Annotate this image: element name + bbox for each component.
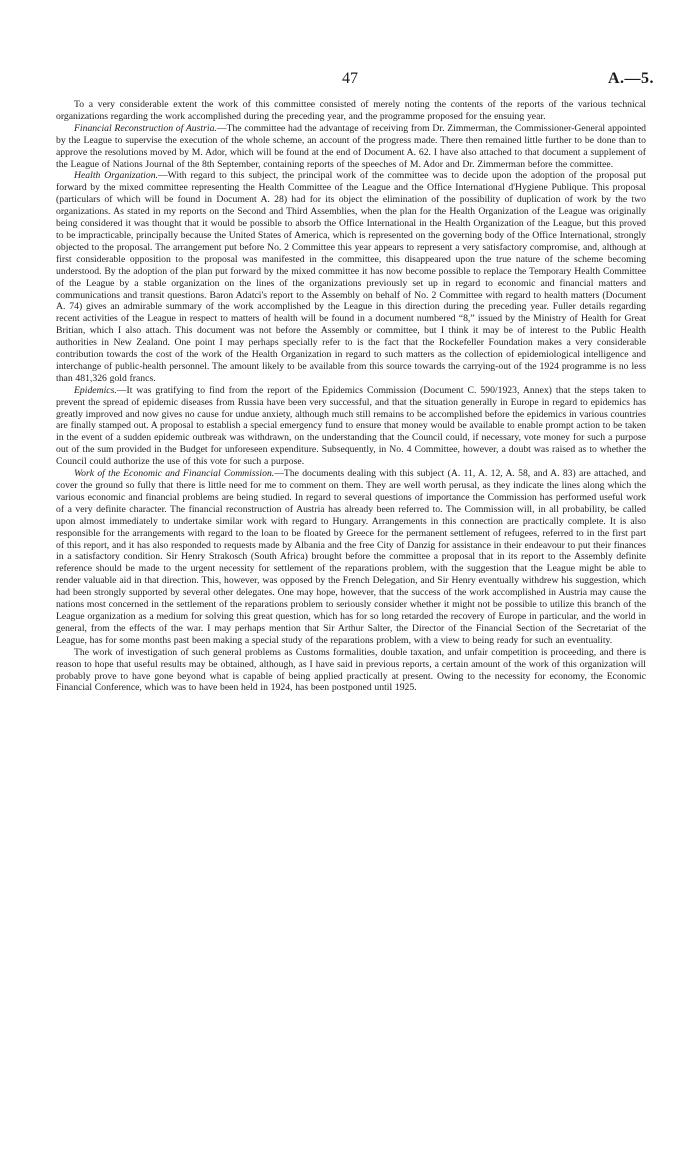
section-heading: Epidemics. — [74, 384, 117, 396]
paragraph-text: —The committee had the advantage of receiving from Dr. Zimmerman, the Commissioner-General appointed by the League to supervise the execution of the whole scheme, an account of the progress made. There then remained little further to be done than to approve the resolutions moved by M. Ador, which will be found at the end of Document A. 62. I have also attached to that document a supplement of the League of Nations Journal of the 8th September, containing reports of the speeches of M. Ador and Dr. Zimmerman before the committee. — [56, 122, 646, 170]
paragraph-text: The work of investigation of such general problems as Customs formalities, double taxation, and unfair competition is proceeding, and there is reason to hope that useful results may be obtained, although, as I have said in previous reports, a certain amount of the work of this organization will probably prove to have gone beyond what is capable of being applied practically at present. Owing to the necessity for economy, the Economic Financial Conference, which was to have been held in 1924, has been postponed until 1925. — [56, 646, 646, 694]
document-reference: A.—5. — [607, 70, 654, 87]
paragraph-epidemics — [56, 385, 646, 468]
paragraph-text: To a very considerable extent the work of this committee consisted of merely noting the contents of the reports of the various technical organizations regarding the work accomplished during the preceding year, and the programme proposed for the ensuing year. — [56, 99, 646, 122]
section-heading: Work of the Economic and Financial Commission. — [74, 468, 275, 480]
paragraph-general-problems — [56, 647, 646, 695]
body-text — [56, 99, 646, 694]
paragraph-health-organization — [56, 170, 646, 384]
paragraph-economic-financial-commission — [56, 468, 646, 647]
paragraph-intro — [56, 99, 646, 123]
page-number: 47 — [342, 70, 358, 87]
paragraph-text: —With regard to this subject, the principal work of the committee was to decide upon the adoption of the proposal put forward by the mixed committee representing the Health Committee of the League and the Office International d'Hygiene Publique. This proposal (particulars of which will be found in Document A. 28) had for its object the elimination of the possibility of duplication of work by the two organizations. As stated in my reports on the Second and Third Assemblies, when the plan for the Health Organization of the League was originally being considered it was thought that it would be possible to absorb the Office International in the Health Organization of the League, but this proved to be impracticable, principally because the United States of America, which is represented on the governing body of the Office International, strongly objected to the proposal. The arrangement put before No. 2 Committee this year appears to represent a very satisfactory compromise, and, although at first considerable opposition to the proposal was manifested in the committee, this disappeared upon the true nature of the scheme becoming understood. By the adoption of the plan put forward by the mixed committee it has now become possible to replace the Temporary Health Committee of the League by a stable organization on the lines of the organizations previously set up in regard to economic and financial matters and communications and transit questions. Baron Adatci's report to the Assembly on behalf of No. 2 Committee with regard to health matters (Document A. 74) gives an admirable summary of the work accomplished by the League in this direction during the preceding year. Fuller details regarding recent activities of the League in respect to matters of health will be found in a document numbered “8,” issued by the Ministry of Health for Great Britian, which I also attach. This document was not before the Assembly or committee, but I think it may be of interest to the Public Health authorities in New Zealand. One point I may perhaps specially refer to is the fact that the Rockefeller Foundation makes a very considerable contribution towards the cost of the work of the Health Organization in regard to such matters as the collection of epidemiological intelligence and interchange of public-health personnel. The amount likely to be available from this source towards the carrying-out of the 1924 programme is no less than 481,326 gold francs. — [56, 170, 646, 384]
section-heading: Health Organization. — [74, 170, 158, 182]
section-heading: Financial Reconstruction of Austria. — [74, 122, 217, 134]
paragraph-text: —The documents dealing with this subject (A. 11, A. 12, A. 58, and A. 83) are attached, and cover the ground so fully that there is little need for me to comment on them. They are well worth perusal, as they indicate the lines along which the various economic and financial problems are being studied. In regard to several questions of importance the Commission has performed useful work of a very definite character. The financial reconstruction of Austria has already been referred to. The Commission will, in all probability, be called upon almost immediately to undertake similar work with regard to Hungary. Arrangements in this connection are practically complete. It is also responsible for the arrangements with regard to the loan to be floated by Greece for the permanent settlement of refugees, referred to in the first part of this report, and it has also responded to requests made by Albania and the free City of Danzig for assistance in their endeavour to put their finances in a satisfactory condition. Sir Henry Strakosch (South Africa) brought before the committee a proposal that in its report to the Assembly definite reference should be made to the urgent necessity for settlement of the reparations problem, with the suggestion that the League might be able to render valuable aid in that direction. This, however, was opposed by the French Delegation, and Sir Henry eventually withdrew his suggestion, which had been strongly supported by several other delegates. One may hope, however, that the success of the work accomplished in Austria may cause the nations most concerned in the settlement of the reparations problem to seriously consider whether it might not be possible to utilize this branch of the League organization as a medium for solving this great question, which has for so long retarded the recovery of Europe in particular, and the world in general, from the effects of the war. I may perhaps mention that Sir Arthur Salter, the Director of the Financial Section of the Secretariat of the League, has for some months past been making a special study of the reparations problem, with a view to being ready for such an eventuality. — [56, 468, 646, 646]
paragraph-text: —It was gratifying to find from the report of the Epidemics Commission (Document C. 590/1923, Annex) that the steps taken to prevent the spread of epidemic diseases from Russia have been very successful, and that the situation generally in Europe in regard to epidemics has greatly improved and now gives no cause for undue anxiety, although much still remains to be accomplished before the epidemics in various countries are finally stamped out. A proposal to establish a special emergency fund to ensure that money would be available to enable prompt action to be taken in the event of a sudden epidemic outbreak was withdrawn, on the understanding that the Council could, if necessary, vote money for such a purpose out of the sum provided in the Budget for unforeseen expenditure. Subsequently, in No. 4 Committee, however, a doubt was raised as to whether the Council could authorize the use of this vote for such a purpose. — [56, 384, 646, 468]
paragraph-financial-reconstruction — [56, 123, 646, 171]
